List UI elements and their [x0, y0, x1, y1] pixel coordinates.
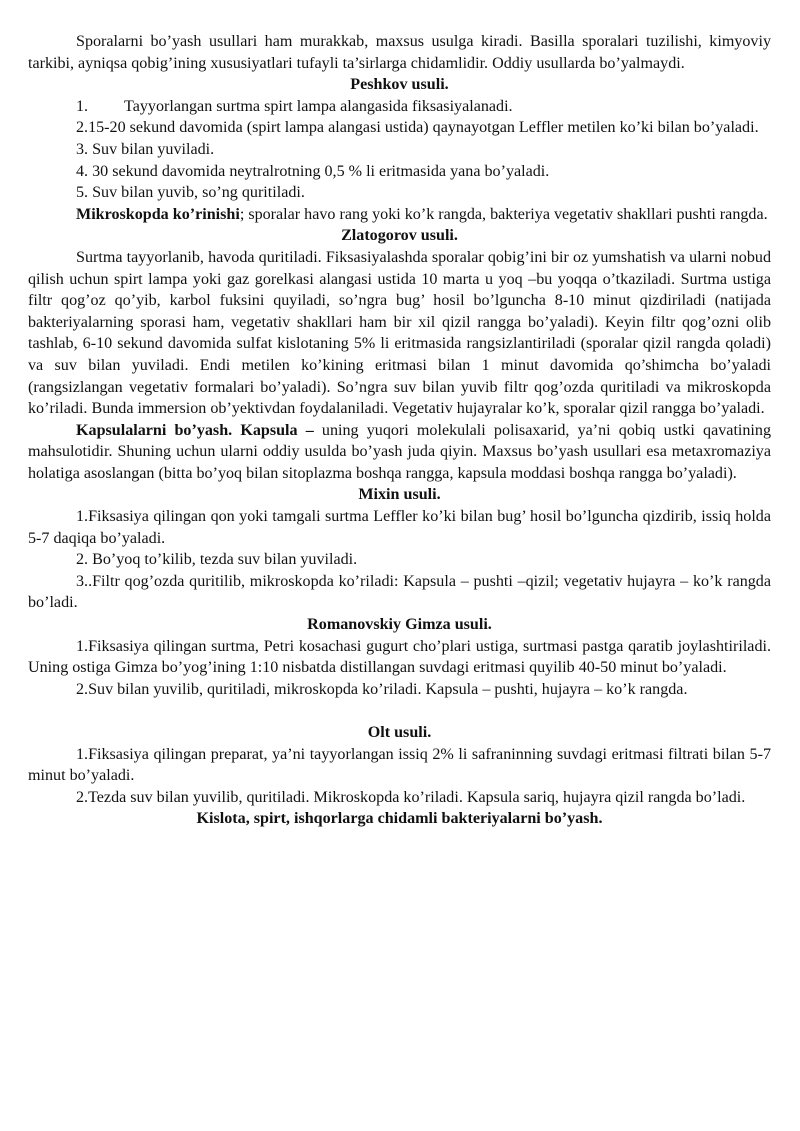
microscope-text: ; sporalar havo rang yoki ko’k rangda, bakteriya vegetativ shakllari pushti rangda.: [239, 205, 768, 223]
romanovskiy-step-1: 1.Fiksasiya qilingan surtma, Petri kosachasi gugurt cho’plari ustiga, surtmasi pastga qaratib joylashtiriladi. Uning ostiga Gimza bo’yog’ining 1:10 nisbatda distillangan suvdagi eritmasi quyilib 40-50 minut bo’yaladi.: [28, 637, 771, 677]
peshkov-microscope-paragraph: [28, 204, 771, 226]
step-number: 1.: [76, 97, 89, 115]
document-page: [28, 31, 771, 830]
peshkov-step-4: 4. 30 sekund davomida neytralrotning 0,5 % li eritmasida yana bo’yaladi.: [76, 162, 550, 180]
romanovskiy-step-2: 2.Suv bilan yuvilib, quritiladi, mikroskopda ko’riladi. Kapsula – pushti, hujayra – ko’k rangda.: [76, 680, 688, 698]
intro-paragraph: Sporalarni bo’yash usullari ham murakkab, maxsus usulga kiradi. Basilla sporalari tuzilishi, kimyoviy tarkibi, ayniqsa qobig’ining xususiyatlari tufayli ta’sirlarga chidamlidir. Oddiy usullarda bo’yalmaydi.: [28, 33, 771, 72]
mixin-step-3: 3..Filtr qog’ozda quritilib, mikroskopda ko’riladi: Kapsula – pushti –qizil; vegetativ hujayra – ko’k rangda bo’ladi.: [28, 572, 771, 612]
mixin-step-2: 2. Bo’yoq to’kilib, tezda suv bilan yuviladi.: [76, 551, 358, 569]
microscope-label: Mikroskopda ko’rinishi: [76, 205, 240, 223]
spacer: [28, 700, 771, 722]
kapsula-paragraph: [28, 420, 771, 485]
olt-step-2: 2.Tezda suv bilan yuvilib, quritiladi. Mikroskopda ko’riladi. Kapsula sariq, hujayra qizil rangda bo’ladi.: [76, 788, 746, 806]
olt-heading: Olt usuli.: [367, 724, 432, 741]
mixin-heading: Mixin usuli.: [358, 486, 441, 504]
peshkov-step-1: [28, 96, 771, 118]
kapsula-label: Kapsulalarni bo’yash. Kapsula –: [76, 421, 314, 439]
mixin-step-1: 1.Fiksasiya qilingan qon yoki tamgali surtma Leffler ko’ki bilan bug’ hosil bo’lguncha qizdirib, issiq holda 5-7 daqiqa bo’yaladi.: [28, 508, 771, 547]
zlatogorov-paragraph: Surtma tayyorlanib, havoda quritiladi. Fiksasiyalashda sporalar qobig’ini bir oz yumshatish va ularni nobud qilish uchun spirt lampa yoki gaz gorelkasi alangasi ustida 10 marta u yoq –bu yoqqa o’tkaziladi. Surtma ustiga filtr qog’oz qo’yib, karbol fuksini quyiladi, so’ngra bug’ hosil bo’lguncha 8-10 minut qizdiriladi (natijada bakteriyalarning sporasi ham, vegetativ shakllari ham bir xil qizil rangga bo’yaladi). Keyin filtr qog’ozni olib tashlab, 6-10 sekund davomida sulfat kislotaning 5% li eritmasida rangsizlantiriladi (sporalar qizil rangda qoladi) va suv bilan yuviladi. Endi metilen ko’kining eritmasi bilan 1 minut davomida qo’shimcha bo’yaladi (rangsizlangan vegetativ formalari bo’yaladi). So’ngra suv bilan yuvib filtr qog’ozda quritiladi va mikroskopda ko’riladi. Bunda immersion ob’yektivdan foydalaniladi. Vegetativ hujayralar ko’k, sporalar qizil rangga bo’yaladi.: [28, 248, 771, 418]
peshkov-step-5: 5. Suv bilan yuvib, so’ng quritiladi.: [76, 184, 305, 202]
zlatogorov-heading: Zlatogorov usuli.: [341, 227, 458, 245]
romanovskiy-heading: Romanovskiy Gimza usuli.: [307, 616, 492, 634]
peshkov-step-2: 2.15-20 sekund davomida (spirt lampa alangasi ustida) qaynayotgan Leffler metilen ko’ki bilan bo’yaladi.: [76, 119, 759, 137]
step-text: Tayyorlangan surtma spirt lampa alangasida fiksasiyalanadi.: [124, 97, 513, 115]
peshkov-step-3: 3. Suv bilan yuviladi.: [76, 140, 215, 158]
olt-step-1: 1.Fiksasiya qilingan preparat, ya’ni tayyorlangan issiq 2% li safraninning suvdagi eritmasi filtrati bilan 5-7 minut bo’yaladi.: [28, 745, 771, 785]
kapsula-text: uning yuqori molekulali polisaxarid, ya’ni qobiq ustki qavatining mahsulotidir. Shuning uchun ularni oddiy usulda bo’yash juda qiyin. Maxsus bo’yash usullari esa metaxromaziya holatiga asoslangan (bitta bo’yoq bilan sitoplazma boshqa rangga, kapsula moddasi boshqa rangga bo’yaladi).: [28, 421, 771, 482]
acid-fast-heading: Kislota, spirt, ishqorlarga chidamli bakteriyalarni bo’yash.: [196, 810, 603, 828]
peshkov-heading: Peshkov usuli.: [350, 76, 449, 94]
